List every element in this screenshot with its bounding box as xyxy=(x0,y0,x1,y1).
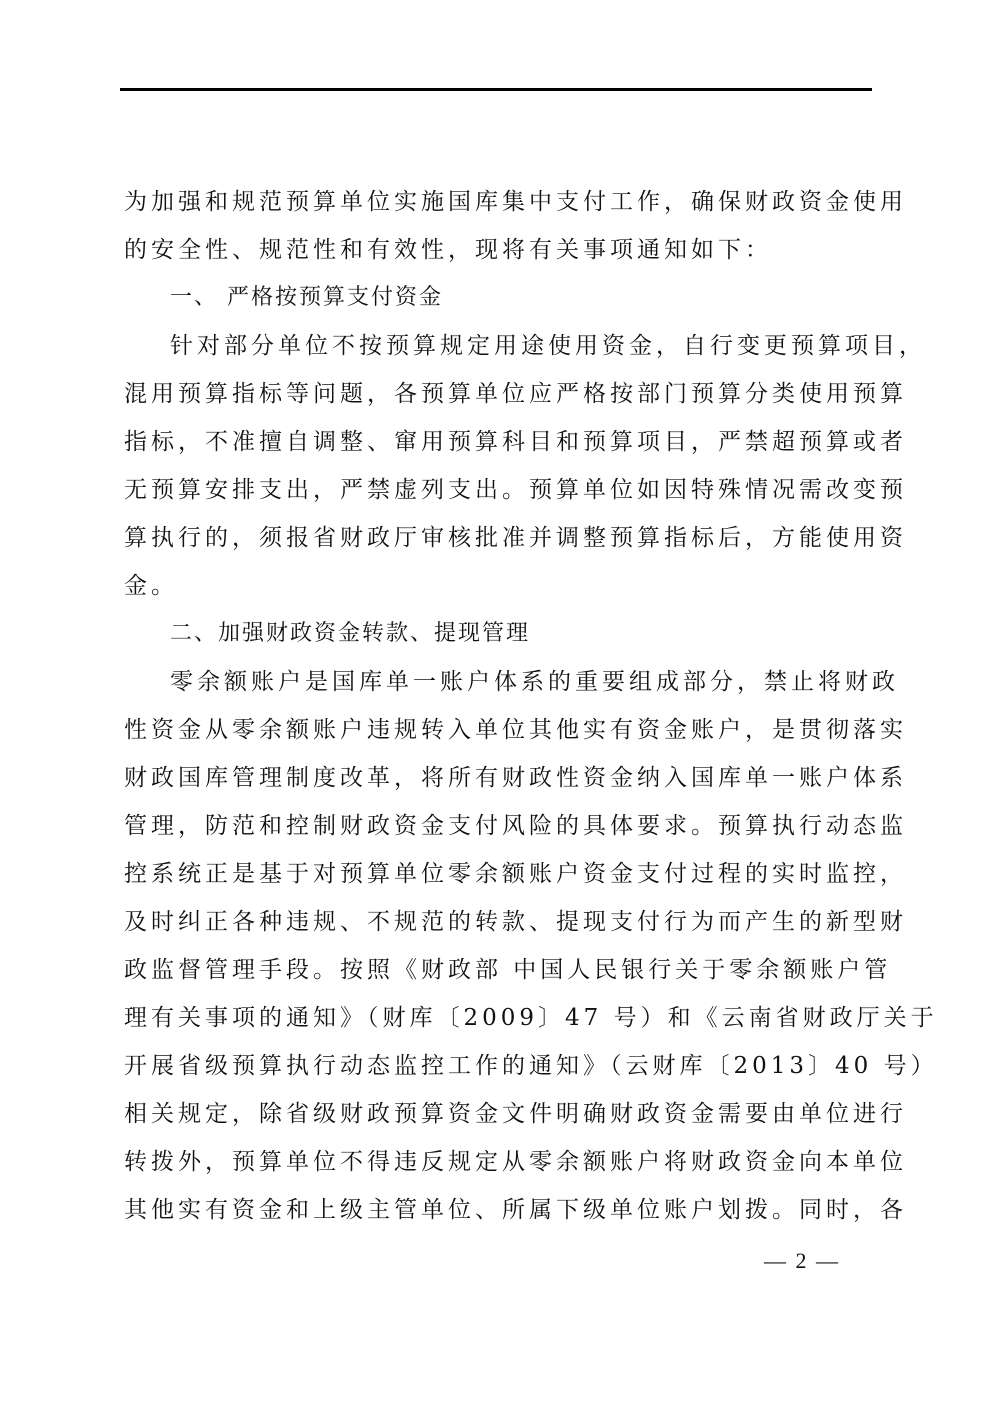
text-line: 金。 xyxy=(124,573,178,599)
text-line: 相关规定，除省级财政预算资金文件明确财政资金需要由单位进行 xyxy=(124,1101,907,1127)
section-heading: 一、 严格按预算支付资金 xyxy=(170,285,443,310)
text-line: 转拨外，预算单位不得违反规定从零余额账户将财政资金向本单位 xyxy=(124,1149,907,1175)
text-line: 的安全性、规范性和有效性，现将有关事项通知如下： xyxy=(124,237,772,263)
text-line: 管理，防范和控制财政资金支付风险的具体要求。预算执行动态监 xyxy=(124,813,907,839)
text-line: 及时纠正各种违规、不规范的转款、提现支付行为而产生的新型财 xyxy=(124,909,907,935)
text-line: 针对部分单位不按预算规定用途使用资金，自行变更预算项目， xyxy=(170,333,926,359)
text-line: 控系统正是基于对预算单位零余额账户资金支付过程的实时监控， xyxy=(124,861,907,887)
text-line: 财政国库管理制度改革，将所有财政性资金纳入国库单一账户体系 xyxy=(124,765,907,791)
document-body xyxy=(124,178,938,1234)
text-line: 为加强和规范预算单位实施国库集中支付工作，确保财政资金使用 xyxy=(124,189,907,215)
text-line: 指标，不准擅自调整、窜用预算科目和预算项目，严禁超预算或者 xyxy=(124,429,907,455)
text-line: 政监督管理手段。按照《财政部 中国人民银行关于零余额账户管 xyxy=(124,957,892,983)
text-line: 无预算安排支出，严禁虚列支出。预算单位如因特殊情况需改变预 xyxy=(124,477,907,503)
text-line: 其他实有资金和上级主管单位、所属下级单位账户划拨。同时，各 xyxy=(124,1197,907,1223)
text-line: 性资金从零余额账户违规转入单位其他实有资金账户，是贯彻落实 xyxy=(124,717,907,743)
header-rule xyxy=(120,88,872,91)
text-line: 零余额账户是国库单一账户体系的重要组成部分，禁止将财政 xyxy=(170,669,899,695)
text-line: 开展省级预算执行动态监控工作的通知》（云财库〔2013〕40 号） xyxy=(124,1053,938,1079)
text-line: 算执行的，须报省财政厅审核批准并调整预算指标后，方能使用资 xyxy=(124,525,907,551)
text-line: 理有关事项的通知》（财库〔2009〕47 号）和《云南省财政厅关于 xyxy=(124,1005,938,1031)
text-line: 混用预算指标等问题，各预算单位应严格按部门预算分类使用预算 xyxy=(124,381,907,407)
section-heading: 二、加强财政资金转款、提现管理 xyxy=(170,621,531,646)
page-number: — 2 — xyxy=(764,1248,840,1273)
